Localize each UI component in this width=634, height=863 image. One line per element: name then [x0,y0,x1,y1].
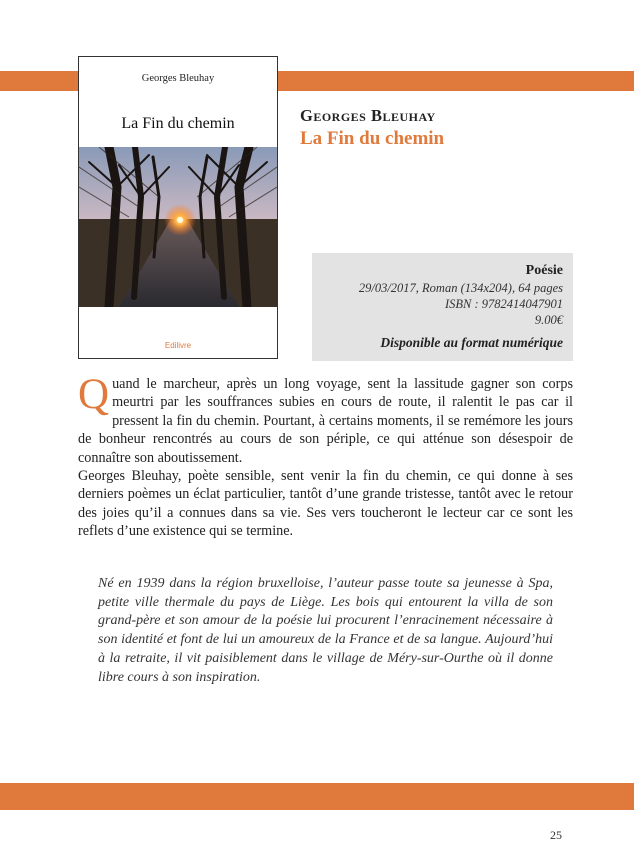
book-cover[interactable] [78,56,278,359]
summary-paragraph-1-text: uand le marcheur, après un long voyage, sent la lassitude gagner son corps meurtri par les souffrances subies en cours de route, il ralentit le pas car il pressent la fin du chemin. Pourtant, à certains moments, il se remémore les jours de bonheur rencontrés au cours de son périple, ce qui atténue son désespoir de connaître son aboutissement. [78,376,573,466]
author-heading: Georges Bleuhay [300,106,436,125]
page-number: 25 [550,828,562,842]
drop-cap: Q [78,371,110,418]
summary-text [78,371,573,541]
summary-paragraph-2: Georges Bleuhay, poète sensible, sent venir la fin du chemin, ce qui donne à ses derniers poèmes un éclat particulier, tantôt d’une grande tristesse, tantôt avec le retour des joies qu’il a connues dans sa vie. Ses vers toucheront le lecteur car ce sont les reflets d’une existence qui se termine. [78,468,573,540]
cover-photo [79,147,277,307]
cover-publisher-logo: Edilivre [164,341,192,350]
availability: Disponible au format numérique [380,335,563,350]
bottom-accent-bar [0,783,634,810]
cover-title: La Fin du chemin [121,115,235,132]
info-box [312,253,573,361]
summary-paragraph-1 [78,371,573,467]
book-title: La Fin du chemin [300,128,445,149]
isbn: ISBN : 9782414047901 [444,297,563,311]
author-bio: Né en 1939 dans la région bruxelloise, l’auteur passe toute sa jeunesse à Spa, petite ville thermale du pays de Liège. Les bois qui entourent la villa de son grand-père et son amour de la poésie lui procurent l’enracinement nécessaire à son identité et font de lui un amoureux de la France et de sa langue. Aujourd’hui à la retraite, il vit paisiblement dans le village de Méry-sur-Ourthe où il donne libre cours à son inspiration. [98,576,553,685]
cover-author: Georges Bleuhay [141,73,215,84]
genre-label: Poésie [525,263,563,278]
publication-details: 29/03/2017, Roman (134x204), 64 pages [358,281,563,295]
price: 9.00€ [534,313,563,327]
